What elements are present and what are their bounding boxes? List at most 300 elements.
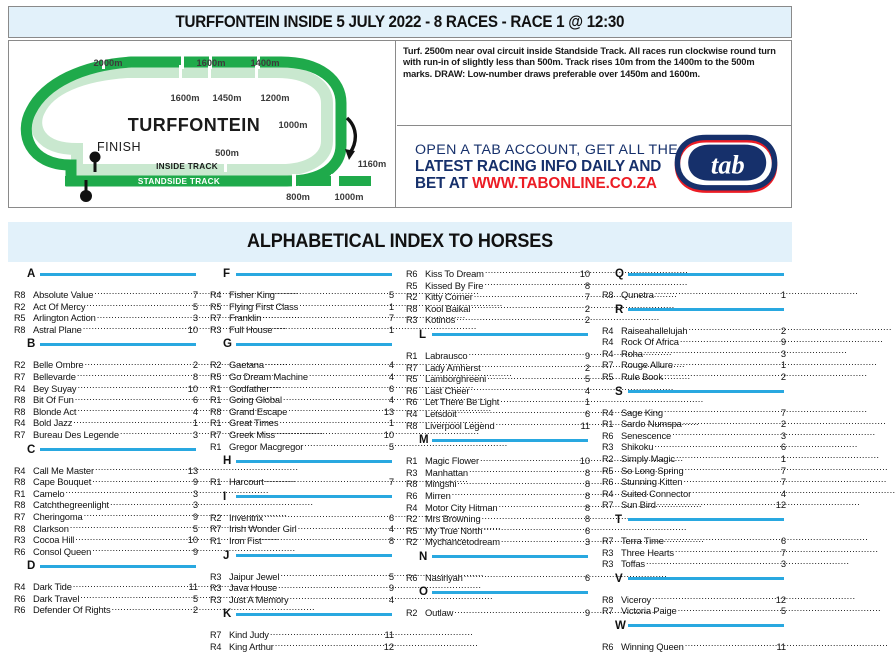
horse-name: Kind Judy (229, 629, 269, 641)
horse-name: Bellevarde (33, 370, 76, 382)
leader-dots (496, 418, 577, 429)
horse-name: Cocoa Hill (33, 534, 75, 546)
letter-rule (628, 308, 784, 311)
race-number: R3 (14, 535, 26, 546)
horse-name: Nasiriyah (425, 571, 463, 583)
saddle-number: 5 (780, 605, 786, 617)
race-number: R4 (406, 408, 418, 419)
race-number: R5 (210, 301, 222, 312)
letter-label: F (223, 268, 231, 280)
horse-name: Three Hearts (621, 546, 674, 558)
saddle-number: 3 (780, 558, 786, 570)
horse-name: Irish Wonder Girl (229, 523, 297, 535)
panel-vertical-divider (395, 41, 396, 207)
leader-dots (92, 544, 185, 555)
race-number: R4 (14, 582, 26, 593)
horse-name: Rouge Allure (621, 359, 673, 371)
letter-group-header (602, 266, 786, 282)
letter-rule (432, 591, 588, 594)
horse-name: Rock Of Africa (621, 336, 679, 348)
race-number: R7 (602, 500, 614, 511)
race-number: R7 (210, 630, 222, 641)
index-column (400, 266, 596, 624)
race-number: R1 (406, 456, 418, 467)
saddle-number: 7 (388, 312, 394, 324)
race-number: R4 (602, 407, 614, 418)
race-number: R1 (210, 477, 222, 488)
saddle-number: 2 (780, 324, 786, 336)
horse-index-row[interactable] (210, 639, 394, 651)
horse-name: Viceroy (621, 593, 652, 605)
standside-track-label: STANDSIDE TRACK (137, 177, 221, 186)
marker-1160m: 1160m (357, 159, 387, 169)
saddle-number: 11 (188, 581, 198, 593)
horse-name: Cape Bouquet (33, 476, 92, 488)
letter-label: W (615, 619, 626, 632)
horse-name: Roha (621, 347, 643, 359)
race-number: R1 (210, 383, 222, 394)
marker-1000m-right: 1000m (278, 120, 308, 130)
race-number: R8 (406, 303, 418, 314)
saddle-number: 11 (776, 640, 786, 652)
horse-index-row[interactable] (14, 544, 198, 556)
letter-rule (628, 577, 784, 580)
horse-name: Mychancetodream (425, 536, 500, 548)
horse-name: Going Global (229, 394, 282, 406)
race-number: R3 (602, 547, 614, 558)
race-number: R7 (210, 524, 222, 535)
horse-index-row[interactable] (406, 605, 590, 617)
horse-index-row[interactable] (210, 533, 394, 545)
leader-dots (501, 534, 577, 545)
race-number: R4 (602, 337, 614, 348)
saddle-number: 1 (780, 452, 786, 464)
race-number: R1 (602, 419, 614, 430)
horse-name: Call Me Master (33, 464, 94, 476)
saddle-number: 9 (192, 545, 198, 557)
horse-name: Mrs Browning (425, 513, 481, 525)
track-diagram (9, 41, 395, 207)
saddle-number: 1 (780, 359, 786, 371)
letter-label: I (223, 490, 227, 503)
direction-arrow-line (347, 118, 355, 153)
horse-name: Kitty Corner (425, 291, 473, 303)
finish-label: FINISH (97, 140, 141, 154)
saddle-number: 3 (192, 428, 198, 440)
horse-index-row[interactable] (14, 322, 198, 334)
saddle-number: 3 (780, 347, 786, 359)
horse-index-row[interactable] (406, 312, 590, 324)
letter-group-header (14, 266, 198, 282)
race-number: R8 (14, 290, 26, 300)
horse-name: Mingshi (425, 478, 457, 490)
horse-name: Blonde Act (33, 405, 77, 417)
horse-name: Catchthegreenlight (33, 499, 109, 511)
letter-rule (236, 554, 392, 557)
saddle-number: 11 (384, 629, 394, 641)
saddle-number: 9 (584, 349, 590, 361)
race-number: R4 (14, 465, 26, 476)
horse-index-row[interactable] (406, 534, 590, 546)
race-number: R1 (210, 535, 222, 546)
saddle-number: 1 (192, 417, 198, 429)
ad-line-3-prefix: BET AT (415, 175, 473, 192)
track-description-text: Turf. 2500m near oval circuit inside Standside Track. All races run clockwise round turn with run-in of slightly less than 500m. Track rises 10m from the 1400m to the 500m marks. DRAW: Low-number draws preferable over 1450m and 1600m. (403, 46, 776, 79)
race-number: R2 (602, 453, 614, 464)
race-number: R7 (210, 313, 222, 324)
saddle-number: 2 (584, 314, 590, 326)
horse-index-row[interactable] (602, 369, 786, 381)
saddle-number: 5 (388, 289, 394, 300)
race-number: R1 (210, 418, 222, 429)
horse-index-row[interactable] (14, 427, 198, 439)
race-number: R8 (14, 395, 26, 406)
letter-rule (236, 495, 392, 498)
saddle-number: 7 (780, 406, 786, 418)
letter-label: C (27, 443, 36, 456)
tick-800-bottom (292, 174, 296, 188)
letter-label: O (419, 586, 428, 599)
horse-name: My True North (425, 524, 483, 536)
race-number: R7 (602, 535, 614, 546)
saddle-number: 4 (584, 384, 590, 396)
horse-name: Gregor Macgregor (229, 440, 304, 452)
horse-name: Go Dream Machine (229, 370, 308, 382)
leader-dots (664, 369, 773, 380)
page-title: TURFFONTEIN INSIDE 5 JULY 2022 - 8 RACES - RACE 1 @ 12:30 (175, 12, 625, 31)
direction-arrow-head (345, 149, 355, 160)
tab-logo-text: tab (710, 149, 745, 180)
race-number: R8 (14, 477, 26, 488)
horse-index-row[interactable] (602, 603, 786, 615)
race-number: R5 (406, 280, 418, 291)
race-number: R8 (602, 594, 614, 605)
race-number: R2 (210, 512, 222, 523)
horse-name: Astral Plane (33, 323, 82, 335)
horse-name: Suited Connector (621, 487, 692, 499)
horse-name: Iron Fist (229, 534, 262, 546)
saddle-number: 6 (388, 382, 394, 394)
race-number: R5 (406, 374, 418, 385)
race-number: R1 (14, 488, 26, 499)
letter-rule (236, 460, 392, 463)
ad-url[interactable]: WWW.TABONLINE.CO.ZA (472, 175, 657, 192)
finish-post-standside-stem (85, 180, 88, 196)
race-number: R2 (406, 292, 418, 303)
horse-name: Magic Flower (425, 455, 479, 467)
race-number: R6 (406, 572, 418, 583)
horse-index-row[interactable] (210, 592, 394, 604)
letter-group-header (14, 442, 198, 458)
horse-index-row[interactable] (602, 287, 786, 299)
letter-label: D (27, 560, 36, 573)
horse-index-row[interactable] (406, 418, 590, 430)
race-number: R3 (602, 559, 614, 570)
saddle-number: 4 (780, 487, 786, 499)
leader-dots (275, 639, 381, 650)
leader-dots (456, 312, 577, 323)
horse-name: Godfather (229, 382, 270, 394)
horse-name: Greek Miss (229, 428, 275, 440)
saddle-number: 9 (192, 510, 198, 522)
horse-name: Mirren (425, 489, 451, 501)
horse-name: Absolute Value (33, 289, 94, 300)
track-description (397, 41, 791, 125)
leader-dots (263, 533, 381, 544)
saddle-number: 5 (192, 300, 198, 312)
leader-dots (290, 592, 381, 603)
letter-rule (628, 390, 784, 393)
letter-rule (628, 518, 784, 521)
leader-dots (678, 603, 773, 614)
horse-name: Just A Memory (229, 593, 289, 605)
horse-index-row[interactable] (210, 439, 394, 451)
marker-1400m-top: 1400m (250, 58, 280, 68)
letter-group-header (406, 432, 590, 448)
letter-rule (236, 613, 392, 616)
marker-2000m: 2000m (93, 58, 123, 68)
horse-name: Toffas (621, 558, 645, 570)
horse-name: Kool Baikal (425, 302, 471, 314)
horse-name: Grand Escape (229, 405, 288, 417)
letter-label: L (419, 328, 427, 341)
ad-line-2: LATEST RACING INFO DAILY AND (415, 158, 662, 175)
saddle-number: 6 (780, 441, 786, 453)
horse-name: Clarkson (33, 522, 69, 534)
horse-name: Bureau Des Legende (33, 428, 119, 440)
saddle-number: 7 (780, 546, 786, 558)
saddle-number: 5 (192, 522, 198, 534)
saddle-number: 8 (584, 466, 590, 478)
race-number: R6 (14, 605, 26, 616)
saddle-number: 9 (584, 607, 590, 619)
letter-rule (236, 343, 392, 346)
letter-rule (40, 273, 196, 276)
horse-name: Cheringoma (33, 510, 83, 522)
saddle-number: 4 (388, 523, 394, 535)
race-number: R8 (14, 324, 26, 335)
horse-name: Kissed By Fire (425, 279, 484, 291)
race-number: R3 (210, 571, 222, 582)
horse-name: Qunetra (621, 289, 654, 300)
saddle-number: 9 (780, 336, 786, 348)
race-number: R6 (14, 593, 26, 604)
race-number: R6 (406, 385, 418, 396)
horse-name: Shikoku (621, 441, 654, 453)
leader-dots (655, 287, 773, 298)
horse-name: Raiseahallelujah (621, 324, 688, 336)
saddle-number: 3 (192, 312, 198, 324)
saddle-number: 3 (192, 499, 198, 511)
letter-group-header (210, 489, 394, 505)
horse-name: Bold Jazz (33, 417, 73, 429)
leader-dots (646, 556, 773, 567)
saddle-number: 10 (579, 268, 590, 279)
race-number: R8 (14, 523, 26, 534)
letter-label: M (419, 434, 429, 447)
horse-name: Jaipur Jewel (229, 570, 280, 582)
race-number: R2 (14, 301, 26, 312)
horse-name: Arlington Action (33, 312, 96, 324)
saddle-number: 1 (388, 417, 394, 429)
marker-800m: 800m (286, 192, 310, 202)
horse-name: Terra Time (621, 534, 664, 546)
letter-label: A (27, 268, 36, 280)
horse-index-row[interactable] (210, 322, 394, 334)
horse-name: Rule Book (621, 370, 663, 382)
race-number: R8 (602, 290, 614, 300)
race-number: R4 (210, 290, 222, 300)
saddle-number: 6 (584, 407, 590, 419)
marker-1200m-inner: 1200m (260, 93, 290, 103)
letter-label: N (419, 550, 428, 563)
meeting-title-bar (8, 6, 792, 38)
race-number: R3 (406, 315, 418, 326)
leader-dots (685, 639, 773, 650)
ad-line-3 (415, 175, 678, 192)
race-number: R6 (406, 490, 418, 501)
saddle-number: 4 (388, 593, 394, 605)
chute-1000 (339, 176, 371, 186)
letter-label: K (223, 608, 232, 621)
horse-name: Outlaw (425, 607, 454, 619)
horse-index-row[interactable] (210, 474, 394, 486)
race-number: R5 (602, 371, 614, 382)
letter-label: J (223, 549, 230, 562)
letter-rule (40, 343, 196, 346)
tab-logo[interactable] (675, 136, 777, 194)
letter-rule (432, 439, 588, 442)
saddle-number: 8 (584, 513, 590, 525)
horse-name: Flying First Class (229, 300, 299, 312)
race-number: R6 (406, 397, 418, 408)
horse-name: Senescence (621, 429, 672, 441)
horse-name: Kiss To Dream (425, 268, 484, 279)
tab-advertisement[interactable] (397, 126, 791, 207)
horse-name: Consol Queen (33, 545, 92, 557)
ad-line-1: OPEN A TAB ACCOUNT, GET ALL THE (415, 142, 679, 158)
leader-dots (304, 439, 381, 450)
saddle-number: 5 (192, 592, 198, 604)
saddle-number: 3 (780, 429, 786, 441)
ad-copy (415, 142, 678, 192)
horse-index-row[interactable] (406, 570, 590, 582)
saddle-number: 1 (388, 300, 394, 312)
horse-name: Sage King (621, 406, 663, 418)
saddle-number: 6 (780, 534, 786, 546)
horse-name: Bit Of Fun (33, 394, 74, 406)
horse-name: Stunning Kitten (621, 476, 683, 488)
race-number: R6 (602, 641, 614, 652)
horse-index-row[interactable] (602, 639, 786, 651)
saddle-number: 2 (780, 370, 786, 382)
race-number: R5 (602, 465, 614, 476)
race-number: R8 (14, 500, 26, 511)
race-number: R2 (406, 514, 418, 525)
saddle-number: 7 (780, 464, 786, 476)
saddle-number: 11 (580, 419, 590, 431)
letter-group-header (14, 336, 198, 352)
saddle-number: 2 (192, 604, 198, 616)
saddle-number: 7 (584, 291, 590, 303)
race-number: R7 (14, 429, 26, 440)
marker-500m: 500m (215, 148, 239, 158)
horse-name: Harcourt (229, 476, 264, 488)
letter-group-header (210, 548, 394, 564)
horse-name: Letsdoit (425, 407, 457, 419)
horse-name: King Arthur (229, 640, 274, 652)
saddle-number: 8 (584, 501, 590, 513)
letter-rule (432, 333, 588, 336)
saddle-number: 13 (187, 464, 198, 476)
horse-index-row[interactable] (602, 556, 786, 568)
race-number: R1 (210, 395, 222, 406)
letter-rule (40, 448, 196, 451)
letter-group-header (602, 384, 786, 400)
letter-group-header (406, 584, 590, 600)
saddle-number: 7 (192, 289, 198, 300)
saddle-number: 5 (388, 570, 394, 582)
saddle-number: 2 (584, 302, 590, 314)
race-number: R1 (210, 441, 222, 452)
horse-name: Dark Travel (33, 592, 80, 604)
letter-label: H (223, 455, 232, 468)
race-number: R8 (406, 420, 418, 431)
saddle-number: 6 (388, 511, 394, 523)
horse-name: Lamborghreeni (425, 373, 487, 385)
index-column (8, 266, 204, 624)
letter-group-header (210, 453, 394, 469)
leader-dots (273, 322, 381, 333)
race-number: R8 (210, 406, 222, 417)
race-number: R7 (14, 371, 26, 382)
tick-1000-bottom (331, 174, 337, 188)
saddle-number: 8 (584, 279, 590, 291)
letter-label: T (615, 513, 623, 526)
saddle-number: 3 (584, 536, 590, 548)
saddle-number: 10 (579, 455, 590, 467)
race-number: R4 (210, 641, 222, 652)
letter-rule (628, 624, 784, 627)
tick-500 (224, 159, 227, 172)
alphabetical-index (8, 266, 792, 652)
letter-label: S (615, 385, 623, 398)
saddle-number: 8 (192, 370, 198, 382)
saddle-number: 6 (584, 524, 590, 536)
race-number: R4 (406, 502, 418, 513)
saddle-number: 7 (388, 476, 394, 488)
horse-name: Lady Amherst (425, 361, 481, 373)
saddle-number: 4 (192, 405, 198, 417)
saddle-number: 10 (187, 534, 198, 546)
horse-name: Simply Magic (621, 452, 675, 464)
race-number: R4 (602, 488, 614, 499)
marker-1450m-inner: 1450m (212, 93, 242, 103)
saddle-number: 2 (192, 359, 198, 371)
letter-label: V (615, 572, 623, 585)
horse-name: So Long Spring (621, 464, 684, 476)
letter-group-header (210, 606, 394, 622)
horse-index-row[interactable] (14, 602, 198, 614)
race-number: R3 (210, 594, 222, 605)
horse-index-row[interactable] (602, 497, 786, 509)
horse-name: Java House (229, 582, 278, 594)
race-number: R4 (14, 418, 26, 429)
letter-group-header (14, 558, 198, 574)
letter-group-header (210, 336, 394, 352)
race-number: R2 (406, 608, 418, 619)
race-number: R4 (14, 383, 26, 394)
